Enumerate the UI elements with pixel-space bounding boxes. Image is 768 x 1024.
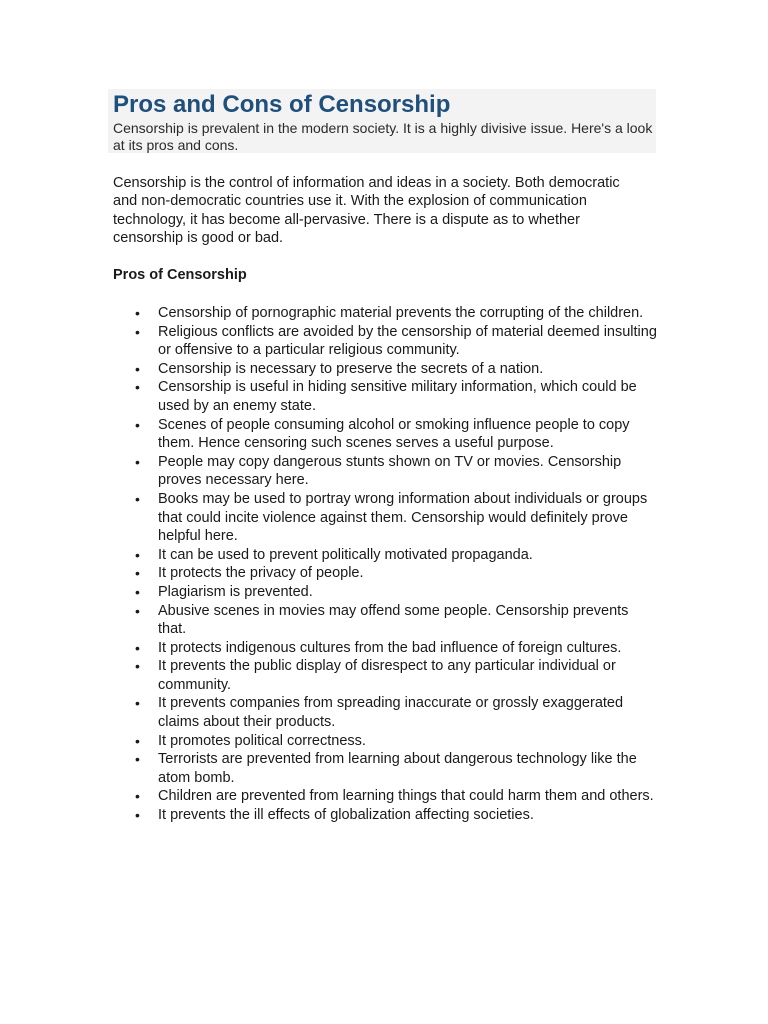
- list-item-text: Censorship of pornographic material prevents the corrupting of the children.: [158, 305, 644, 321]
- list-item: [135, 657, 660, 694]
- list-item-text: Censorship is useful in hiding sensitive military information, which could be used by an enemy state.: [158, 379, 637, 414]
- list-item-text: Censorship is necessary to preserve the secrets of a nation.: [158, 360, 544, 377]
- list-item: [135, 564, 660, 583]
- bullet-icon: •: [135, 323, 140, 340]
- list-item: [135, 323, 660, 360]
- bullet-icon: •: [135, 732, 140, 749]
- list-item: [135, 806, 660, 825]
- list-item: [135, 694, 660, 731]
- list-item: [135, 378, 660, 415]
- list-item-text: People may copy dangerous stunts shown on TV or movies. Censorship proves necessary here.: [158, 453, 622, 489]
- bullet-icon: •: [135, 751, 140, 768]
- list-item: [135, 416, 660, 453]
- list-item-text: It prevents companies from spreading inaccurate or grossly exaggerated claims about their products.: [158, 695, 624, 731]
- bullet-icon: •: [135, 583, 140, 600]
- bullet-icon: •: [135, 695, 140, 712]
- list-item-text: It prevents the ill effects of globalization affecting societies.: [158, 807, 534, 824]
- list-item: [135, 453, 660, 490]
- list-item-text: It prevents the public display of disrespect to any particular individual or community.: [158, 658, 616, 693]
- list-item-text: Terrorists are prevented from learning about dangerous technology like the atom bomb.: [158, 751, 637, 786]
- list-item: [135, 732, 660, 751]
- page-title: Pros and Cons of Censorship: [113, 91, 451, 118]
- bullet-icon: •: [135, 490, 140, 507]
- list-item-text: It protects indigenous cultures from the bad influence of foreign cultures.: [158, 639, 622, 656]
- list-item: [135, 304, 660, 323]
- list-item-text: Abusive scenes in movies may offend some people. Censorship prevents that.: [158, 602, 629, 638]
- bullet-icon: •: [135, 658, 140, 675]
- list-item: [135, 490, 660, 546]
- bullet-icon: •: [135, 602, 140, 619]
- intro-paragraph: Censorship is the control of information and ideas in a society. Both democratic and non-democratic countries use it. With the explosion of communication technology, it has become all-pervasive. There is a dispute as to whether censorship is good or bad.: [113, 175, 620, 247]
- list-item: [135, 602, 660, 639]
- list-item: [135, 360, 660, 379]
- list-item-text: Plagiarism is prevented.: [158, 583, 313, 600]
- list-item-text: Religious conflicts are avoided by the censorship of material deemed insulting or offensive to a particular religious community.: [158, 323, 657, 359]
- list-item: [135, 750, 660, 787]
- bullet-icon: •: [135, 807, 140, 824]
- list-item: [135, 787, 660, 806]
- list-item-text: Books may be used to portray wrong information about individuals or groups that could incite violence against them. Censorship would definitely prove helpful here.: [158, 490, 648, 545]
- bullet-icon: •: [135, 305, 140, 321]
- bullet-icon: •: [135, 546, 140, 563]
- bullet-icon: •: [135, 639, 140, 656]
- list-item-text: It promotes political correctness.: [158, 732, 366, 749]
- bullet-icon: •: [135, 360, 140, 377]
- list-item: [135, 583, 660, 602]
- list-item-text: Children are prevented from learning things that could harm them and others.: [158, 788, 654, 805]
- list-item-text: It can be used to prevent politically motivated propaganda.: [158, 546, 533, 563]
- list-item-text: It protects the privacy of people.: [158, 565, 364, 582]
- list-item: [135, 639, 660, 658]
- bullet-icon: •: [135, 453, 140, 470]
- pros-list: [135, 304, 660, 825]
- page-subtitle: Censorship is prevalent in the modern society. It is a highly divisive issue. Here's a look at its pros and cons.: [113, 120, 653, 153]
- bullet-icon: •: [135, 416, 140, 433]
- list-item-text: Scenes of people consuming alcohol or smoking influence people to copy them. Hence censoring such scenes serves a useful purpose.: [158, 416, 630, 452]
- list-item: [135, 546, 660, 565]
- pros-heading: Pros of Censorship: [113, 267, 247, 283]
- bullet-icon: •: [135, 788, 140, 805]
- bullet-icon: •: [135, 565, 140, 582]
- bullet-icon: •: [135, 379, 140, 396]
